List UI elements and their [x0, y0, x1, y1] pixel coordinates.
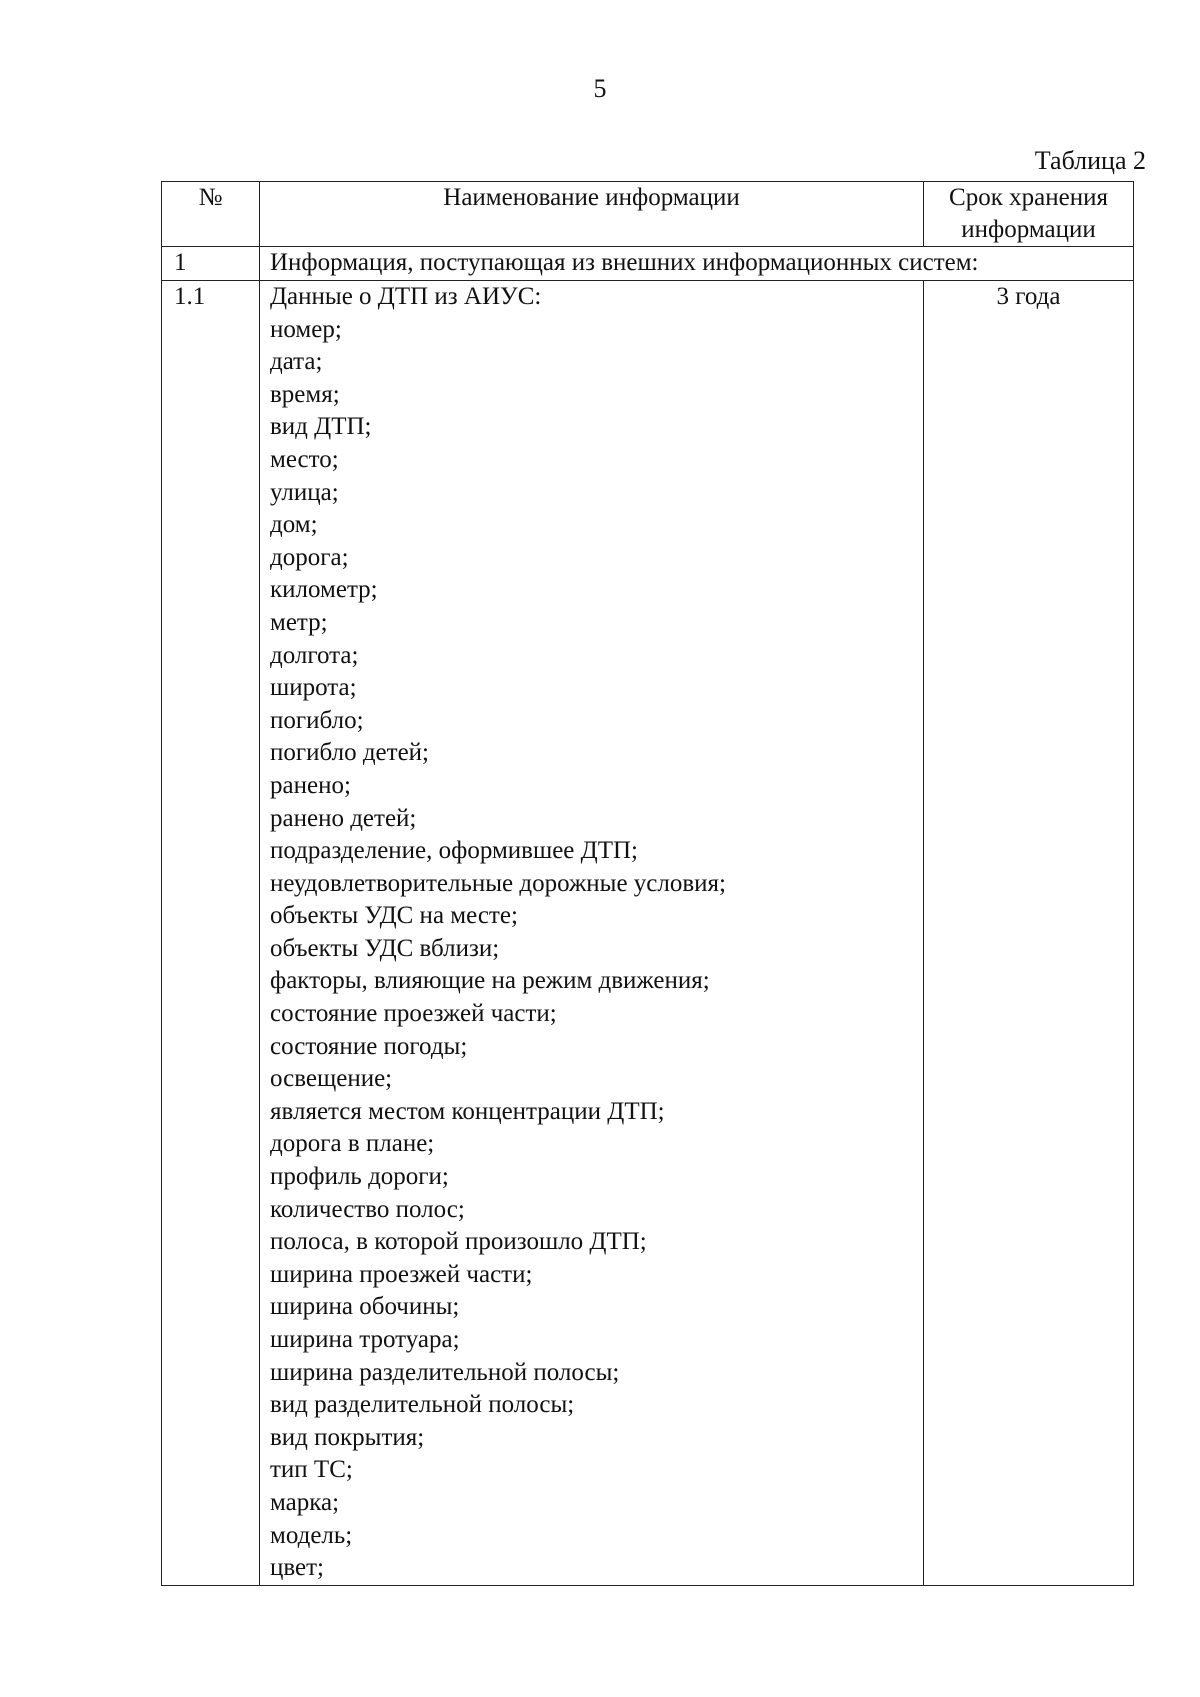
list-item: дорога; — [270, 543, 349, 571]
section-title-text: Информация, поступающая из внешних информационных систем: — [270, 249, 979, 276]
header-name: Наименование информации — [260, 182, 924, 247]
row-number: 1.1 — [162, 281, 260, 1586]
header-number: № — [162, 182, 260, 247]
list-item: факторы, влияющие на режим движения; — [270, 967, 710, 995]
list-item: освещение; — [270, 1065, 393, 1093]
table-row — [162, 281, 1134, 1586]
list-item: объекты УДС на месте; — [270, 902, 518, 930]
list-item: модель; — [270, 1521, 353, 1549]
list-item: вид разделительной полосы; — [270, 1391, 575, 1419]
list-item: вид покрытия; — [270, 1423, 425, 1451]
row-title: Данные о ДТП из АИУС: — [270, 283, 542, 310]
header-term-line2: информации — [961, 216, 1096, 243]
list-item: подразделение, оформившее ДТП; — [270, 837, 638, 865]
list-item: неудовлетворительные дорожные условия; — [270, 869, 726, 897]
field-list — [270, 314, 923, 1585]
list-item: состояние проезжей части; — [270, 1000, 557, 1028]
list-item: дорога в плане; — [270, 1130, 435, 1158]
list-item: долгота; — [270, 641, 359, 669]
list-item: ширина проезжей части; — [270, 1260, 533, 1288]
list-item: объекты УДС вблизи; — [270, 934, 500, 962]
list-item: является местом концентрации ДТП; — [270, 1097, 665, 1125]
list-item: полоса, в которой произошло ДТП; — [270, 1228, 647, 1256]
list-item: тип ТС; — [270, 1456, 353, 1484]
list-item: километр; — [270, 576, 378, 604]
list-item: ширина обочины; — [270, 1293, 460, 1321]
list-item: вид ДТП; — [270, 413, 372, 441]
list-item: ранено; — [270, 771, 351, 799]
list-item: метр; — [270, 608, 328, 636]
section-number: 1 — [162, 247, 260, 281]
list-item: марка; — [270, 1488, 340, 1516]
table-section-row — [162, 247, 1134, 281]
row-term: 3 года — [924, 281, 1134, 1586]
list-item: место; — [270, 445, 339, 473]
row-content — [260, 281, 924, 1586]
header-term — [924, 182, 1134, 247]
list-item: ширина разделительной полосы; — [270, 1358, 620, 1386]
header-term-line1: Срок хранения — [949, 184, 1108, 211]
list-item: время; — [270, 380, 340, 408]
list-item: улица; — [270, 478, 339, 506]
list-item: профиль дороги; — [270, 1163, 449, 1191]
list-item: ширина тротуара; — [270, 1326, 460, 1353]
table-header-row — [162, 182, 1134, 247]
list-item: количество полос; — [270, 1195, 465, 1223]
list-item: дом; — [270, 511, 318, 539]
list-item: ранено детей; — [270, 804, 417, 832]
list-item: погибло; — [270, 706, 364, 734]
table-caption: Таблица 2 — [1034, 146, 1146, 175]
list-item: погибло детей; — [270, 739, 429, 767]
section-title — [260, 247, 1134, 281]
list-item: цвет; — [270, 1554, 325, 1582]
list-item: дата; — [270, 348, 323, 376]
list-item: состояние погоды; — [270, 1032, 468, 1060]
list-item: номер; — [270, 315, 342, 343]
info-table — [161, 181, 1134, 1586]
list-item: широта; — [270, 674, 357, 702]
page-number: 5 — [593, 74, 607, 103]
